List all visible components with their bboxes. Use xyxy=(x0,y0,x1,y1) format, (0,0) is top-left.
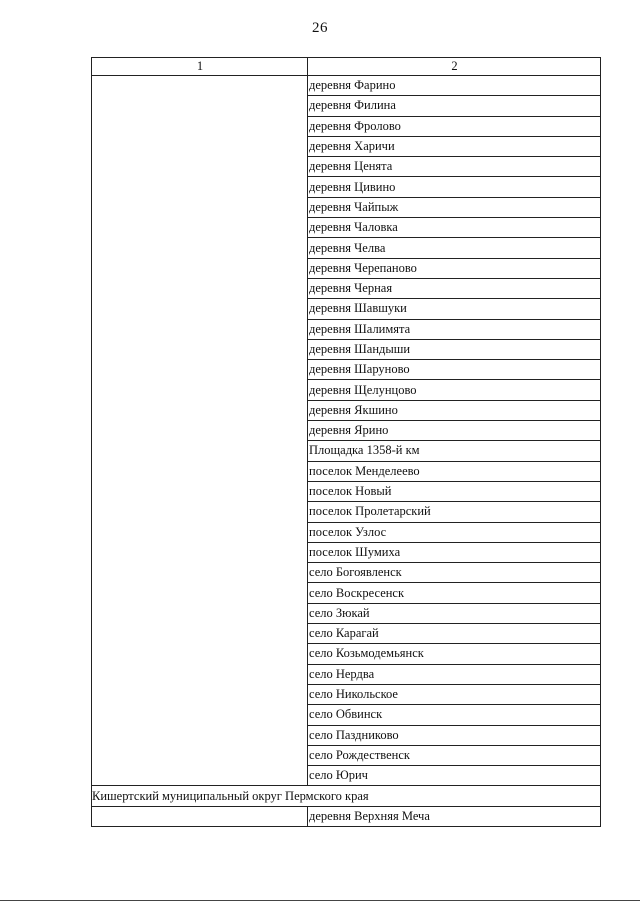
settlement-cell: село Зюкай xyxy=(308,603,601,623)
municipality-cell xyxy=(92,76,308,786)
settlement-cell: деревня Цивино xyxy=(308,177,601,197)
settlement-cell: деревня Шавшуки xyxy=(308,299,601,319)
table-row xyxy=(92,76,601,96)
settlement-cell: поселок Узлос xyxy=(308,522,601,542)
settlement-cell: деревня Шандыши xyxy=(308,339,601,359)
table-row xyxy=(92,806,601,826)
column-header-2: 2 xyxy=(308,58,601,76)
settlement-cell: поселок Новый xyxy=(308,481,601,501)
section-heading-row xyxy=(92,786,601,806)
settlement-cell: село Нердва xyxy=(308,664,601,684)
settlement-cell: село Рождественск xyxy=(308,745,601,765)
settlement-cell: деревня Ценята xyxy=(308,157,601,177)
settlement-cell: село Карагай xyxy=(308,624,601,644)
settlement-cell: деревня Чайпыж xyxy=(308,197,601,217)
settlement-cell: село Воскресенск xyxy=(308,583,601,603)
settlement-cell: поселок Пролетарский xyxy=(308,502,601,522)
section-heading-cell: Кишертский муниципальный округ Пермского края xyxy=(92,786,601,806)
settlement-cell: деревня Шалимята xyxy=(308,319,601,339)
settlement-cell: поселок Шумиха xyxy=(308,542,601,562)
settlement-cell: деревня Щелунцово xyxy=(308,380,601,400)
settlement-cell: деревня Якшино xyxy=(308,400,601,420)
table-body xyxy=(92,76,601,827)
settlement-cell: деревня Шаруново xyxy=(308,360,601,380)
settlement-cell: деревня Фролово xyxy=(308,116,601,136)
settlement-cell: Площадка 1358-й км xyxy=(308,441,601,461)
settlement-cell: деревня Чаловка xyxy=(308,218,601,238)
settlement-cell: деревня Харичи xyxy=(308,136,601,156)
page-number: 26 xyxy=(312,20,328,36)
settlement-cell: деревня Черепаново xyxy=(308,258,601,278)
table-header-row xyxy=(92,58,601,76)
settlement-cell: деревня Черная xyxy=(308,278,601,298)
settlement-cell: деревня Фарино xyxy=(308,76,601,96)
settlement-cell: деревня Челва xyxy=(308,238,601,258)
column-header-1: 1 xyxy=(92,58,308,76)
settlements-table xyxy=(91,57,601,827)
settlement-cell: село Обвинск xyxy=(308,705,601,725)
settlement-cell: село Юрич xyxy=(308,766,601,786)
settlement-cell: село Богоявленск xyxy=(308,563,601,583)
settlement-cell: село Козьмодемьянск xyxy=(308,644,601,664)
municipality-cell xyxy=(92,806,308,826)
settlement-cell: деревня Верхняя Меча xyxy=(308,806,601,826)
page-bottom-rule xyxy=(0,900,640,901)
settlement-cell: поселок Менделеево xyxy=(308,461,601,481)
settlement-cell: деревня Ярино xyxy=(308,421,601,441)
settlement-cell: деревня Филина xyxy=(308,96,601,116)
settlement-cell: село Паздниково xyxy=(308,725,601,745)
settlement-cell: село Никольское xyxy=(308,684,601,704)
